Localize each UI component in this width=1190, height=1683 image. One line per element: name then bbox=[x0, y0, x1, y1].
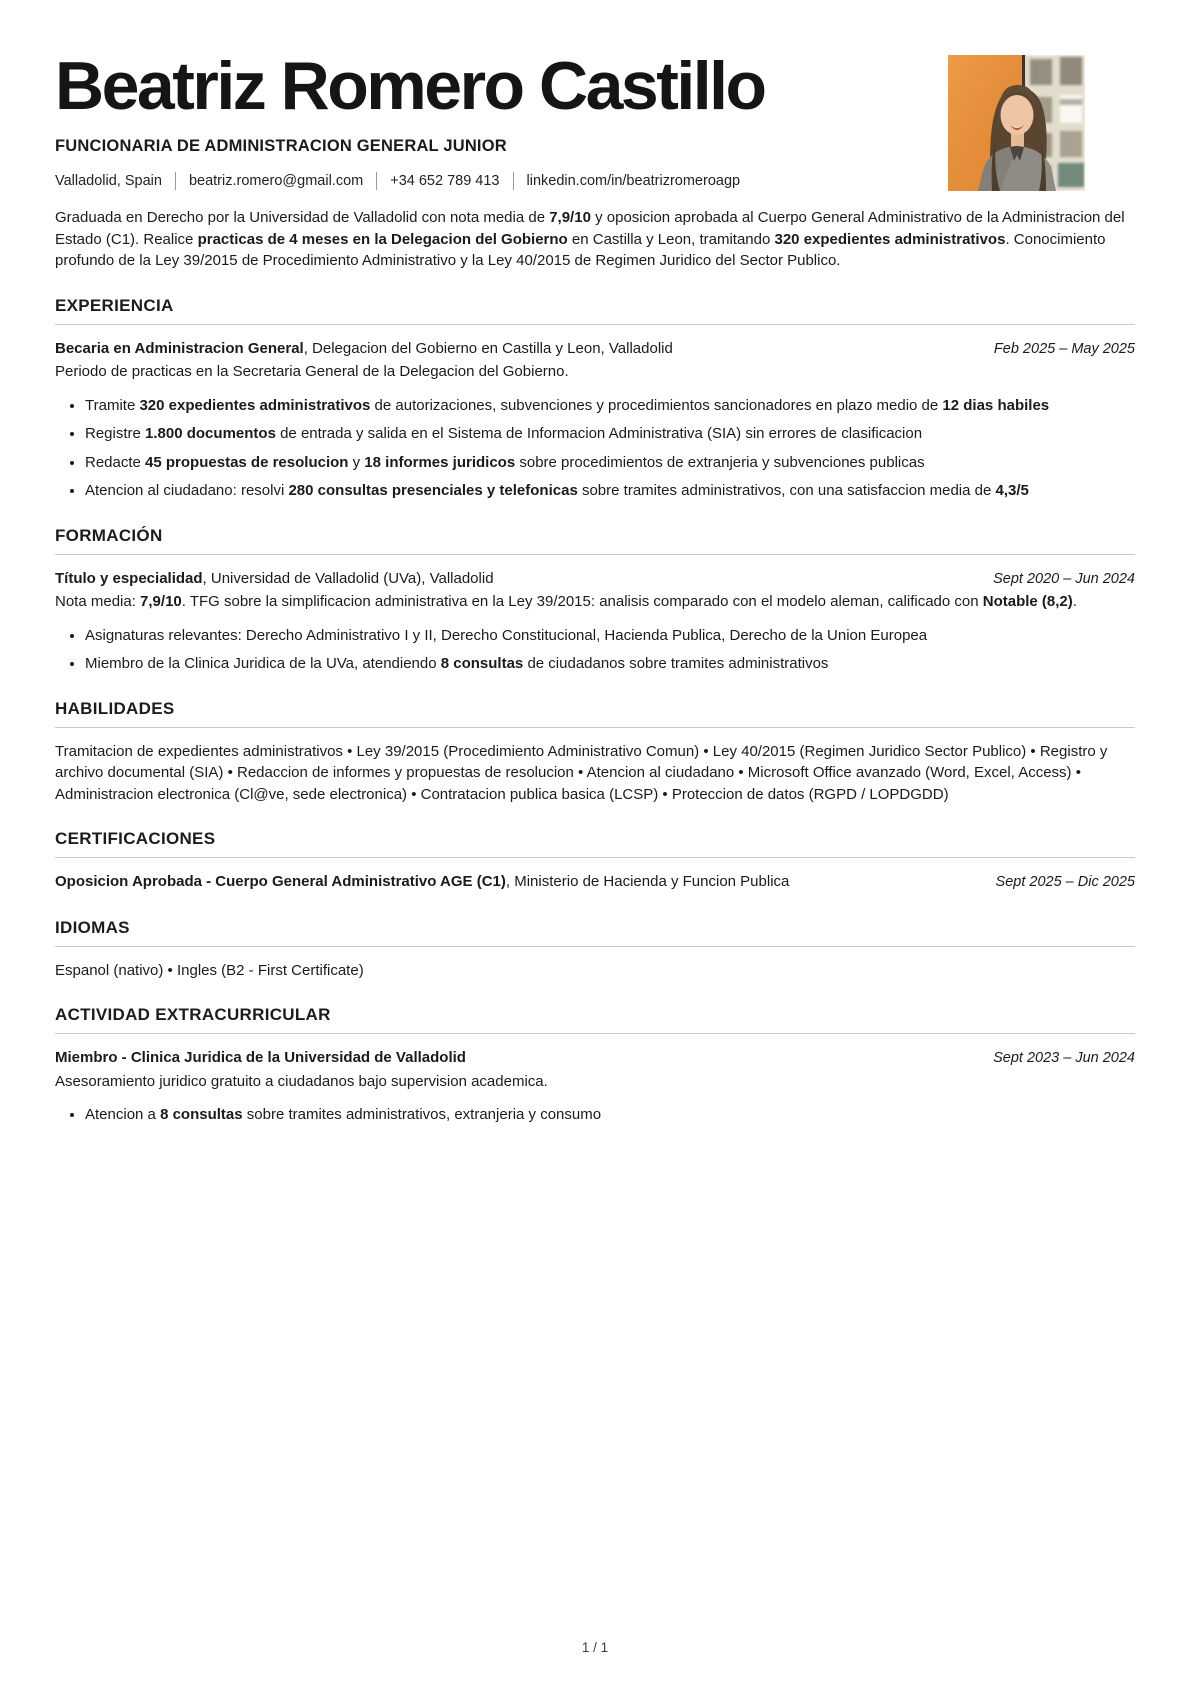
bullet-list bbox=[55, 625, 1135, 675]
entry-title bbox=[55, 338, 673, 360]
section-formacion bbox=[55, 526, 1135, 675]
text-bold: 7,9/10 bbox=[549, 209, 591, 227]
bullet-list bbox=[55, 1104, 1135, 1126]
text: de entrada y salida en el Sistema de Informacion Administrativa (SIA) sin errores de clasificacion bbox=[275, 425, 923, 443]
contact-location: Valladolid, Spain bbox=[55, 173, 162, 190]
text-bold: practicas de 4 meses en la Delegacion del Gobierno bbox=[197, 230, 568, 248]
text-bold: Título y especialidad bbox=[55, 569, 203, 587]
text: de autorizaciones, subvenciones y procedimientos sancionadores en plazo medio de bbox=[370, 396, 943, 414]
text-bold: Becaria en Administracion General bbox=[55, 339, 304, 357]
text: , Ministerio de Hacienda y Funcion Publica bbox=[505, 873, 790, 891]
entry-subtitle bbox=[55, 591, 1135, 613]
text: Miembro de la Clinica Juridica de la UVa, atendiendo bbox=[85, 655, 441, 673]
entry-date: Sept 2023 – Jun 2024 bbox=[993, 1050, 1135, 1067]
text: en Castilla y Leon, tramitando bbox=[567, 230, 775, 248]
text-bold: Miembro - Clinica Juridica de la Universidad de Valladolid bbox=[55, 1049, 466, 1067]
text-bold: 4,3/5 bbox=[995, 482, 1029, 500]
section-habilidades bbox=[55, 699, 1135, 806]
text-bold: 12 dias habiles bbox=[942, 396, 1050, 414]
contact-separator bbox=[376, 172, 377, 190]
bullet-item bbox=[85, 480, 1135, 502]
text-bold: 320 expedientes administrativos bbox=[139, 396, 371, 414]
text-bold: 8 consultas bbox=[440, 655, 524, 673]
job-title: FUNCIONARIA DE ADMINISTRACION GENERAL JUNIOR bbox=[55, 137, 507, 156]
entry-date: Sept 2020 – Jun 2024 bbox=[993, 570, 1135, 587]
entry-header bbox=[55, 871, 1135, 894]
section-heading-certificaciones: CERTIFICACIONES bbox=[55, 829, 1135, 858]
text: Graduada en Derecho por la Universidad de Valladolid con nota media de bbox=[55, 209, 550, 227]
languages-text: Espanol (nativo) • Ingles (B2 - First Certificate) bbox=[55, 961, 364, 979]
entry-subtitle: Periodo de practicas en la Secretaria General de la Delegacion del Gobierno. bbox=[55, 363, 569, 381]
contact-phone: +34 652 789 413 bbox=[390, 173, 500, 190]
text: sobre tramites administrativos, extranjeria y consumo bbox=[242, 1106, 602, 1124]
text: de ciudadanos sobre tramites administrativos bbox=[523, 655, 829, 673]
text: , Delegacion del Gobierno en Castilla y Leon, Valladolid bbox=[303, 339, 673, 357]
text: Asignaturas relevantes: Derecho Administrativo I y II, Derecho Constitucional, Hacienda Publica, Derecho de la Union Europea bbox=[85, 626, 928, 644]
contact-email: beatriz.romero@gmail.com bbox=[188, 173, 364, 190]
section-heading-actividad: ACTIVIDAD EXTRACURRICULAR bbox=[55, 1005, 1135, 1034]
bullet-item bbox=[85, 452, 1135, 474]
entry-title bbox=[55, 568, 494, 590]
bullet-item bbox=[85, 653, 1135, 675]
entry-header bbox=[55, 1047, 1135, 1070]
section-heading-habilidades: HABILIDADES bbox=[55, 699, 1135, 728]
section-actividad-extracurricular bbox=[55, 1005, 1135, 1126]
text-bold: Oposicion Aprobada - Cuerpo General Administrativo AGE (C1) bbox=[55, 873, 506, 891]
text: sobre tramites administrativos, con una satisfaccion media de bbox=[577, 482, 996, 500]
contact-linkedin: linkedin.com/in/beatrizromeroagp bbox=[526, 173, 741, 190]
text: . Conocimiento profundo de la Ley 39/2015 de Procedimiento Administrativo y la Ley 40/2015 de Regimen Juridico del Sector Publico. bbox=[55, 230, 1106, 270]
entry-title bbox=[55, 1047, 466, 1069]
section-certificaciones bbox=[55, 829, 1135, 894]
text: Registre bbox=[85, 425, 146, 443]
bullet-item bbox=[85, 1104, 1135, 1126]
text-bold: 45 propuestas de resolucion bbox=[145, 453, 349, 471]
entry-date: Feb 2025 – May 2025 bbox=[993, 340, 1135, 357]
section-heading-experiencia: EXPERIENCIA bbox=[55, 296, 1135, 325]
text-bold: 7,9/10 bbox=[140, 593, 182, 611]
text: Tramite bbox=[85, 396, 140, 414]
text: y bbox=[348, 453, 365, 471]
text-bold: 8 consultas bbox=[160, 1106, 243, 1124]
text-bold: 18 informes juridicos bbox=[364, 453, 516, 471]
bullet-list bbox=[55, 395, 1135, 502]
entry-subtitle: Asesoramiento juridico gratuito a ciudadanos bajo supervision academica. bbox=[55, 1072, 548, 1090]
entry-header bbox=[55, 338, 1135, 361]
text: . bbox=[1072, 593, 1077, 611]
section-idiomas bbox=[55, 918, 1135, 982]
text: sobre procedimientos de extranjeria y subvenciones publicas bbox=[515, 453, 925, 471]
text: Atencion al ciudadano: resolvi bbox=[85, 482, 289, 500]
section-heading-idiomas: IDIOMAS bbox=[55, 918, 1135, 947]
text: . TFG sobre la simplificacion administrativa en la Ley 39/2015: analisis comparado con el modelo aleman, calificado con bbox=[181, 593, 983, 611]
skills-text: Tramitacion de expedientes administrativos • Ley 39/2015 (Procedimiento Administrativo Comun) • Ley 40/2015 (Regimen Juridico Sector Publico) • Registro y archivo documental (SIA) • Redaccion de informes y propuestas de resolucion • Atencion al ciudadano • Microsoft Office avanzado (Word, Excel, Access) • Administracion electronica (Cl@ve, sede electronica) • Contratacion publica basica (LCSP) • Proteccion de datos (RGPD / LOPDGDD) bbox=[55, 742, 1108, 803]
text: y oposicion aprobada al Cuerpo General Administrativo de la Administracion del Estado (C1). Realice bbox=[55, 209, 1125, 248]
summary-paragraph bbox=[55, 207, 1135, 272]
text: Nota media: bbox=[55, 593, 141, 611]
entry-date: Sept 2025 – Dic 2025 bbox=[995, 874, 1135, 891]
section-heading-formacion: FORMACIÓN bbox=[55, 526, 1135, 555]
bullet-item bbox=[85, 625, 1135, 647]
entry-header bbox=[55, 568, 1135, 591]
bullet-item bbox=[85, 423, 1135, 445]
text-bold: 1.800 documentos bbox=[145, 425, 276, 443]
section-experiencia bbox=[55, 296, 1135, 502]
contact-row bbox=[55, 172, 1135, 190]
contact-separator bbox=[175, 172, 176, 190]
text-bold: 320 expedientes administrativos bbox=[774, 230, 1006, 248]
text: Atencion a bbox=[85, 1106, 161, 1124]
entry-title bbox=[55, 871, 789, 893]
text-bold: Notable (8,2) bbox=[982, 593, 1073, 611]
text: Redacte bbox=[85, 453, 146, 471]
text: , Universidad de Valladolid (UVa), Valladolid bbox=[202, 569, 494, 587]
bullet-item bbox=[85, 395, 1135, 417]
page-indicator: 1 / 1 bbox=[581, 1640, 609, 1655]
text-bold: 280 consultas presenciales y telefonicas bbox=[288, 482, 578, 500]
contact-separator bbox=[513, 172, 514, 190]
page-title: Beatriz Romero Castillo bbox=[55, 48, 765, 124]
